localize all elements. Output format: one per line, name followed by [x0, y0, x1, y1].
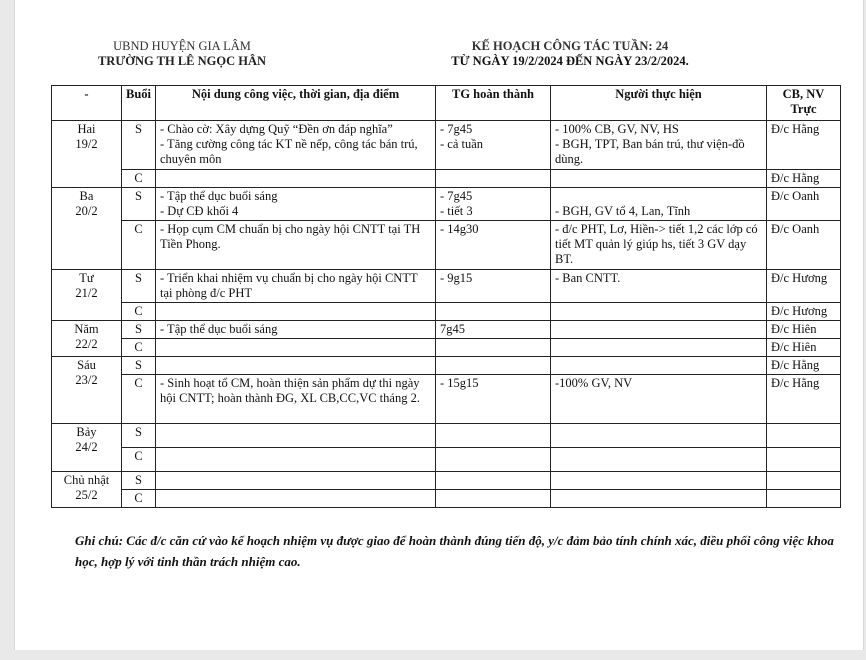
- org-name: UBND HUYỆN GIA LÂM: [113, 39, 251, 53]
- table-header-row: [52, 86, 841, 121]
- table-row: [52, 339, 841, 357]
- session-cell: S: [122, 357, 156, 375]
- duty-cell: [767, 424, 841, 448]
- duty-cell: [767, 448, 841, 472]
- duty-cell: Đ/c Oanh: [767, 221, 841, 270]
- content-cell: [156, 472, 436, 490]
- time-cell: [436, 170, 551, 188]
- time-cell: 7g45: [436, 321, 551, 339]
- duty-cell: Đ/c Oanh: [767, 188, 841, 221]
- time-cell: [436, 490, 551, 508]
- session-cell: S: [122, 472, 156, 490]
- time-cell: - 15g15: [436, 375, 551, 424]
- content-cell: - Sinh hoạt tổ CM, hoàn thiện sản phẩm dự thi ngày hội CNTT; hoàn thành ĐG, XL CB,CC,VC tháng 2.: [156, 375, 436, 424]
- people-cell: - BGH, GV tổ 4, Lan, Tĩnh: [551, 188, 767, 221]
- day-cell: Chủ nhật 25/2: [52, 472, 122, 508]
- plan-title: KẾ HOẠCH CÔNG TÁC TUẦN: 24: [471, 39, 669, 53]
- content-cell: [156, 424, 436, 448]
- table-row: [52, 221, 841, 270]
- header-left: [75, 39, 289, 69]
- time-cell: [436, 448, 551, 472]
- duty-cell: Đ/c Hằng: [767, 121, 841, 170]
- session-cell: C: [122, 490, 156, 508]
- plan-date-range: TỪ NGÀY 19/2/2024 ĐẾN NGÀY 23/2/2024.: [451, 54, 689, 68]
- table-row: [52, 321, 841, 339]
- table-row: [52, 472, 841, 490]
- content-cell: - Tập thể dục buổi sáng: [156, 321, 436, 339]
- session-cell: S: [122, 188, 156, 221]
- duty-cell: Đ/c Hằng: [767, 375, 841, 424]
- session-cell: S: [122, 121, 156, 170]
- table-row: [52, 375, 841, 424]
- col-header-people: Người thực hiện: [551, 86, 767, 121]
- table-row: [52, 424, 841, 448]
- day-cell: Năm 22/2: [52, 321, 122, 357]
- people-cell: - 100% CB, GV, NV, HS - BGH, TPT, Ban bán trú, thư viện-đồ dùng.: [551, 121, 767, 170]
- time-cell: [436, 357, 551, 375]
- duty-cell: [767, 490, 841, 508]
- people-cell: [551, 424, 767, 448]
- col-header-duty: CB, NV Trực: [767, 86, 841, 121]
- table-row: [52, 270, 841, 303]
- time-cell: [436, 472, 551, 490]
- session-cell: C: [122, 170, 156, 188]
- session-cell: C: [122, 339, 156, 357]
- content-cell: [156, 170, 436, 188]
- day-cell: Hai 19/2: [52, 121, 122, 188]
- table-row: [52, 357, 841, 375]
- table-row: [52, 490, 841, 508]
- table-row: [52, 303, 841, 321]
- schedule-table: [51, 85, 841, 508]
- duty-cell: Đ/c Hương: [767, 270, 841, 303]
- time-cell: - 9g15: [436, 270, 551, 303]
- col-header-day: -: [52, 86, 122, 121]
- time-cell: [436, 424, 551, 448]
- time-cell: [436, 303, 551, 321]
- content-cell: [156, 490, 436, 508]
- people-cell: - Ban CNTT.: [551, 270, 767, 303]
- people-cell: [551, 303, 767, 321]
- school-name: TRƯỜNG TH LÊ NGỌC HÂN: [97, 54, 267, 68]
- session-cell: C: [122, 448, 156, 472]
- table-row: [52, 170, 841, 188]
- day-cell: Tư 21/2: [52, 270, 122, 321]
- table-row: [52, 448, 841, 472]
- table-row: [52, 188, 841, 221]
- day-cell: Sáu 23/2: [52, 357, 122, 424]
- people-cell: [551, 170, 767, 188]
- content-cell: [156, 303, 436, 321]
- content-cell: [156, 448, 436, 472]
- session-cell: C: [122, 375, 156, 424]
- document-page: [14, 0, 864, 650]
- people-cell: [551, 339, 767, 357]
- header-right: [410, 39, 730, 69]
- table-row: [52, 121, 841, 170]
- people-cell: - đ/c PHT, Lơ, Hiền-> tiết 1,2 các lớp có tiết MT quản lý giúp hs, tiết 3 GV dạy BT.: [551, 221, 767, 270]
- time-cell: - 7g45 - cả tuần: [436, 121, 551, 170]
- col-header-time: TG hoàn thành: [436, 86, 551, 121]
- session-cell: S: [122, 321, 156, 339]
- people-cell: [551, 321, 767, 339]
- day-cell: Ba 20/2: [52, 188, 122, 270]
- duty-cell: [767, 472, 841, 490]
- day-cell: Bảy 24/2: [52, 424, 122, 472]
- people-cell: [551, 472, 767, 490]
- content-cell: [156, 357, 436, 375]
- duty-cell: Đ/c Hằng: [767, 357, 841, 375]
- people-cell: [551, 357, 767, 375]
- duty-cell: Đ/c Hiên: [767, 339, 841, 357]
- people-cell: [551, 490, 767, 508]
- content-cell: [156, 339, 436, 357]
- content-cell: - Chào cờ: Xây dựng Quỹ “Đền ơn đáp nghĩa” - Tăng cường công tác KT nề nếp, công tác bán trú, chuyên môn: [156, 121, 436, 170]
- duty-cell: Đ/c Hương: [767, 303, 841, 321]
- people-cell: -100% GV, NV: [551, 375, 767, 424]
- content-cell: - Tập thể dục buổi sáng - Dự CĐ khối 4: [156, 188, 436, 221]
- time-cell: - 7g45 - tiết 3: [436, 188, 551, 221]
- col-header-session: Buổi: [122, 86, 156, 121]
- content-cell: - Triển khai nhiệm vụ chuẩn bị cho ngày hội CNTT tại phòng đ/c PHT: [156, 270, 436, 303]
- content-cell: - Họp cụm CM chuẩn bị cho ngày hội CNTT tại TH Tiền Phong.: [156, 221, 436, 270]
- duty-cell: Đ/c Hằng: [767, 170, 841, 188]
- note-text: Ghi chú: Các đ/c căn cứ vào kế hoạch nhiệm vụ được giao để hoàn thành đúng tiến độ, y/c đảm bảo tính chính xác, điều phối công việc khoa học, hợp lý với tinh thần trách nhiệm cao.: [75, 533, 834, 569]
- duty-cell: Đ/c Hiên: [767, 321, 841, 339]
- session-cell: S: [122, 270, 156, 303]
- time-cell: - 14g30: [436, 221, 551, 270]
- people-cell: [551, 448, 767, 472]
- session-cell: S: [122, 424, 156, 448]
- session-cell: C: [122, 303, 156, 321]
- time-cell: [436, 339, 551, 357]
- col-header-content: Nội dung công việc, thời gian, địa điểm: [156, 86, 436, 121]
- session-cell: C: [122, 221, 156, 270]
